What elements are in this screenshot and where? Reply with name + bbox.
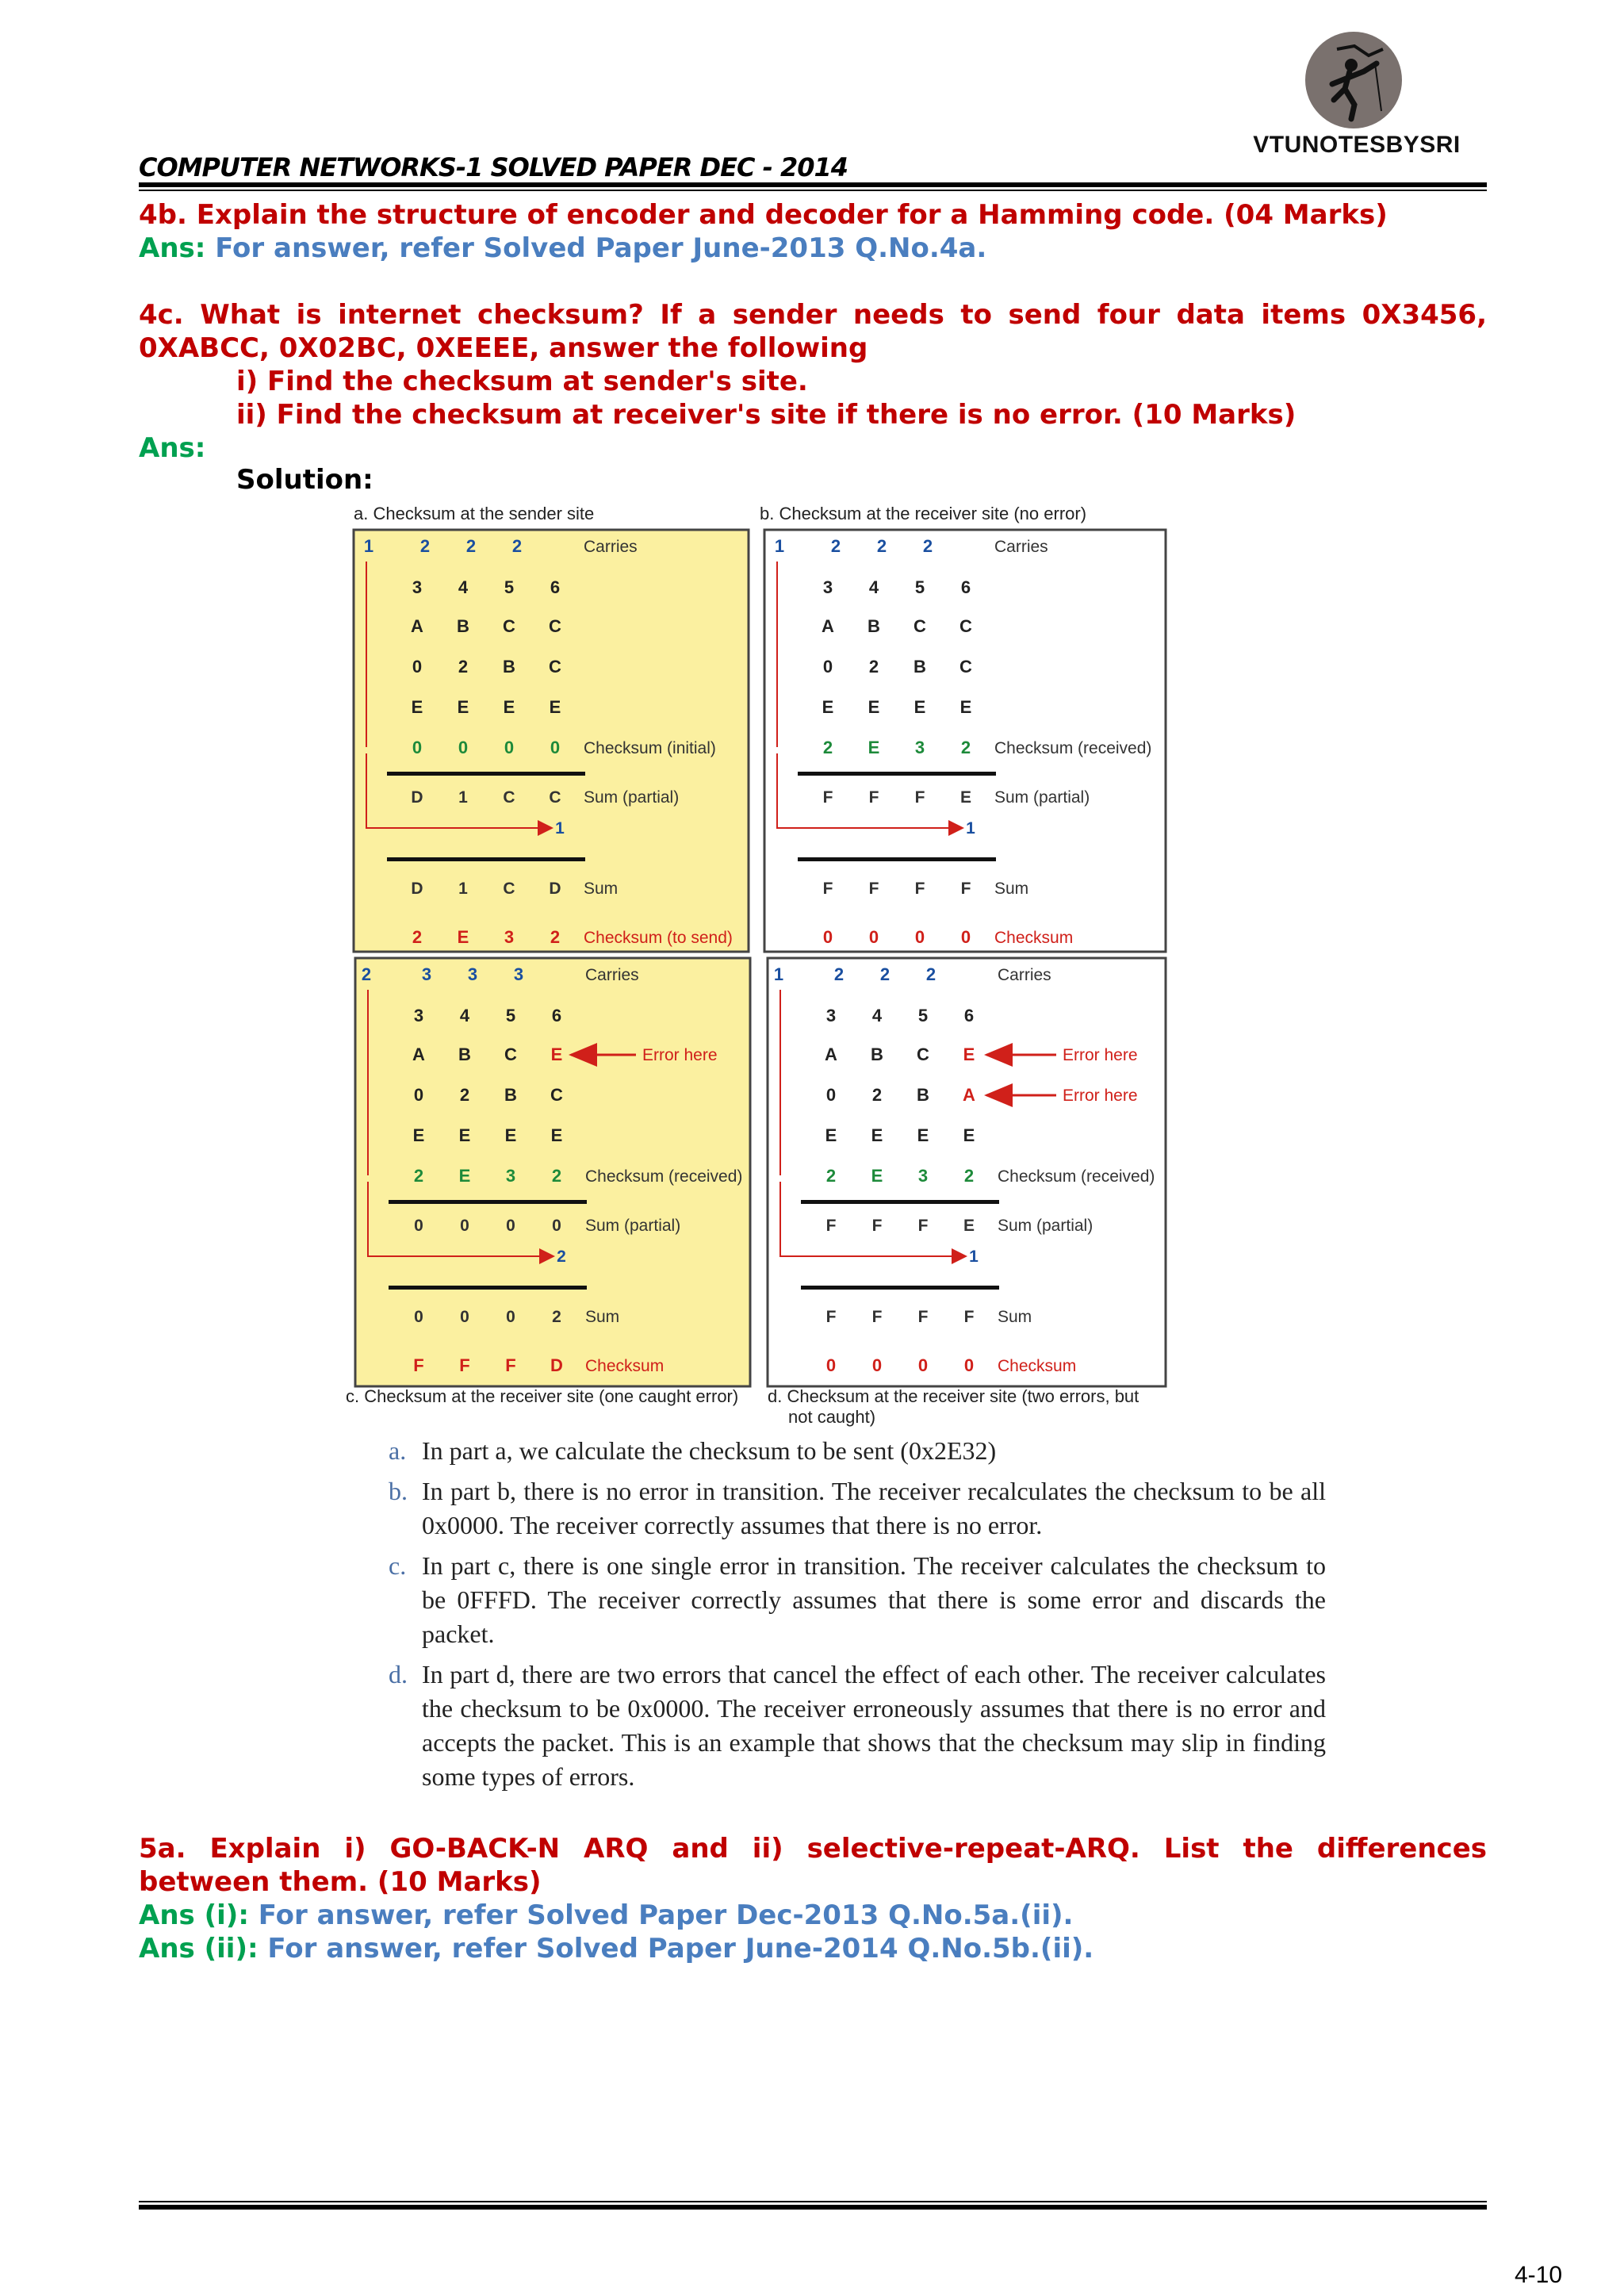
data-digit: B bbox=[914, 657, 926, 677]
sum-digit: D bbox=[411, 880, 423, 898]
question-4c-sub2: ii) Find the checksum at receiver's site if there is no error. (10 Marks) bbox=[236, 399, 1297, 431]
data-digit: C bbox=[503, 616, 515, 636]
data-digit: 3 bbox=[412, 577, 423, 597]
final-checksum-label: Checksum bbox=[998, 1357, 1077, 1375]
carry-digit: 1 bbox=[773, 964, 784, 984]
note-text: In part a, we calculate the checksum to be sent (0x2E32) bbox=[422, 1436, 997, 1465]
error-label: Error here bbox=[642, 1046, 718, 1064]
sum-digit: F bbox=[868, 880, 879, 898]
data-digit: 3 bbox=[822, 577, 833, 597]
data-digit: 4 bbox=[871, 1006, 883, 1025]
checksum-digit: 2 bbox=[413, 1166, 424, 1186]
partial-digit: F bbox=[825, 1217, 837, 1235]
answer-reference: For answer, refer Solved Paper Dec-2013 Q.No.5a.(ii). bbox=[258, 1899, 1074, 1931]
final-checksum-label: Checksum bbox=[585, 1357, 665, 1375]
note-label: a. bbox=[389, 1436, 407, 1465]
sum-bar bbox=[389, 1200, 587, 1204]
sum-digit: F bbox=[960, 880, 971, 898]
final-checksum-digit: 0 bbox=[914, 927, 925, 947]
carries-label: Carries bbox=[994, 538, 1048, 556]
data-digit: B bbox=[504, 1085, 517, 1105]
note-b bbox=[382, 1474, 1326, 1543]
carry-digit: 3 bbox=[421, 964, 432, 984]
error-label: Error here bbox=[1063, 1046, 1138, 1064]
final-checksum-digit: 0 bbox=[917, 1355, 929, 1375]
final-checksum-digit: 0 bbox=[871, 1355, 883, 1375]
final-checksum-label: Checksum bbox=[994, 929, 1074, 947]
carry-out-digit: 1 bbox=[966, 819, 975, 838]
data-digit: E bbox=[959, 697, 972, 717]
checksum-digit: E bbox=[871, 1166, 883, 1186]
partial-digit: 0 bbox=[414, 1217, 423, 1235]
question-5a-line2: between them. (10 Marks) bbox=[139, 1866, 542, 1898]
checksum-digit: 0 bbox=[550, 738, 561, 757]
checksum-digit: E bbox=[868, 738, 880, 757]
partial-digit: F bbox=[822, 788, 833, 807]
checksum-digit: 2 bbox=[551, 1166, 562, 1186]
sum-bar bbox=[798, 857, 996, 861]
carry-digit: 2 bbox=[879, 964, 891, 984]
partial-digit: E bbox=[959, 788, 972, 807]
carry-digit: 2 bbox=[925, 964, 936, 984]
final-checksum-digit: F bbox=[459, 1355, 470, 1375]
data-digit: C bbox=[959, 657, 972, 677]
carry-digit: 2 bbox=[511, 536, 523, 556]
data-digit: 4 bbox=[459, 1006, 470, 1025]
sum-digit: 0 bbox=[506, 1308, 515, 1326]
note-label: b. bbox=[389, 1477, 408, 1505]
figure-notes bbox=[382, 1434, 1326, 1800]
data-digit: 6 bbox=[550, 577, 561, 597]
sum-digit: 0 bbox=[460, 1308, 469, 1326]
final-checksum-digit: 3 bbox=[504, 927, 515, 947]
checksum-digit: 0 bbox=[504, 738, 515, 757]
note-d bbox=[382, 1658, 1326, 1794]
caption-a: a. Checksum at the sender site bbox=[354, 504, 595, 523]
data-digit: 2 bbox=[868, 657, 879, 677]
carry-digit: 1 bbox=[363, 536, 374, 556]
data-digit: B bbox=[917, 1085, 929, 1105]
data-digit: C bbox=[959, 616, 972, 636]
data-digit: C bbox=[549, 657, 561, 677]
error-label: Error here bbox=[1063, 1087, 1138, 1105]
data-digit: E bbox=[411, 697, 423, 717]
checksum-digit: 2 bbox=[960, 738, 971, 757]
carry-digit: 2 bbox=[465, 536, 477, 556]
data-digit: 6 bbox=[963, 1006, 975, 1025]
data-digit: E bbox=[871, 1125, 883, 1145]
answer-reference: For answer, refer Solved Paper June-2013 Q.No.4a. bbox=[215, 232, 987, 264]
data-digit: A bbox=[411, 616, 423, 636]
answer-4c-label: Ans: bbox=[139, 432, 206, 464]
partial-digit: 1 bbox=[458, 788, 468, 807]
checksum-digit: 0 bbox=[458, 738, 469, 757]
carry-digit: 1 bbox=[774, 536, 785, 556]
sum-label: Sum bbox=[585, 1308, 620, 1326]
checksum-digit: 2 bbox=[963, 1166, 975, 1186]
sum-label: Sum bbox=[998, 1308, 1032, 1326]
data-digit: 0 bbox=[413, 1085, 424, 1105]
sum-bar bbox=[801, 1286, 999, 1290]
data-digit: E bbox=[868, 697, 880, 717]
carry-digit: 2 bbox=[833, 964, 845, 984]
data-digit: E bbox=[504, 1125, 517, 1145]
sum-label: Sum bbox=[994, 880, 1029, 898]
checksum-digit: E bbox=[458, 1166, 471, 1186]
answer-reference: For answer, refer Solved Paper June-2014 Q.No.5b.(ii). bbox=[267, 1933, 1094, 1964]
data-digit: 0 bbox=[822, 657, 833, 677]
answer-5a-ii bbox=[139, 1932, 1094, 1965]
partial-digit: 0 bbox=[552, 1217, 561, 1235]
carry-out-digit: 2 bbox=[557, 1248, 566, 1266]
logo-text: VTUNOTESBYSRI bbox=[1253, 132, 1461, 158]
partial-digit: F bbox=[871, 1217, 883, 1235]
checksum-digit: 3 bbox=[505, 1166, 516, 1186]
carries-label: Carries bbox=[585, 966, 639, 984]
data-digit: B bbox=[457, 616, 469, 636]
carry-digit: 2 bbox=[830, 536, 841, 556]
carry-digit: 2 bbox=[419, 536, 431, 556]
data-digit: B bbox=[503, 657, 515, 677]
data-digit: 2 bbox=[459, 1085, 470, 1105]
answer-label: Ans (ii): bbox=[139, 1933, 259, 1964]
caption-d-line1: d. Checksum at the receiver site (two errors, but bbox=[768, 1386, 1139, 1406]
final-checksum-digit: 2 bbox=[550, 927, 561, 947]
page-number: 4-10 bbox=[1515, 2262, 1563, 2288]
sum-digit: 1 bbox=[458, 880, 468, 898]
final-checksum-digit: E bbox=[457, 927, 469, 947]
question-4b: 4b. Explain the structure of encoder and decoder for a Hamming code. (04 Marks) bbox=[139, 199, 1388, 231]
data-digit: 2 bbox=[458, 657, 469, 677]
sum-digit: F bbox=[963, 1308, 975, 1326]
checksum-digit: 2 bbox=[822, 738, 833, 757]
partial-label: Sum (partial) bbox=[585, 1217, 681, 1235]
caption-d-line2: not caught) bbox=[788, 1407, 876, 1427]
checksum-label: Checksum (received) bbox=[585, 1167, 743, 1186]
sum-digit: 0 bbox=[414, 1308, 423, 1326]
carry-out-digit: 1 bbox=[555, 819, 565, 838]
data-digit: 3 bbox=[413, 1006, 424, 1025]
data-digit: E bbox=[503, 697, 515, 717]
sum-label: Sum bbox=[584, 880, 619, 898]
sum-bar bbox=[801, 1200, 999, 1204]
data-digit: C bbox=[917, 1045, 929, 1064]
partial-label: Sum (partial) bbox=[994, 788, 1090, 807]
data-digit: E bbox=[917, 1125, 929, 1145]
final-checksum-digit: 0 bbox=[868, 927, 879, 947]
note-text: In part b, there is no error in transition. The receiver recalculates the checksum to be all 0x0000. The receiver correctly assumes that there is no error. bbox=[422, 1477, 1326, 1539]
document-header-title: COMPUTER NETWORKS-1 SOLVED PAPER DEC - 2014 bbox=[139, 152, 848, 182]
partial-digit: C bbox=[549, 788, 561, 807]
data-digit: E bbox=[822, 697, 834, 717]
sum-bar bbox=[387, 772, 585, 776]
footer-rule-thick bbox=[139, 2205, 1487, 2210]
sum-digit: F bbox=[822, 880, 833, 898]
final-checksum-label: Checksum (to send) bbox=[584, 929, 733, 947]
data-digit: 5 bbox=[917, 1006, 929, 1025]
note-text: In part c, there is one single error in transition. The receiver calculates the checksum to be 0FFFD. The receiver correctly assumes that there is some error and discards the packet. bbox=[422, 1551, 1326, 1648]
data-digit: E bbox=[457, 697, 469, 717]
checksum-digit: 2 bbox=[825, 1166, 837, 1186]
note-label: c. bbox=[389, 1551, 407, 1580]
data-digit: A bbox=[963, 1085, 975, 1105]
data-digit: B bbox=[458, 1045, 471, 1064]
question-4c-sub1: i) Find the checksum at sender's site. bbox=[236, 366, 808, 397]
final-checksum-digit: 0 bbox=[960, 927, 971, 947]
note-label: d. bbox=[389, 1660, 408, 1688]
data-digit: C bbox=[504, 1045, 517, 1064]
sum-digit: 2 bbox=[552, 1308, 561, 1326]
final-checksum-digit: 0 bbox=[825, 1355, 837, 1375]
partial-digit: 0 bbox=[460, 1217, 469, 1235]
sum-bar bbox=[798, 772, 996, 776]
checksum-label: Checksum (received) bbox=[998, 1167, 1155, 1186]
data-digit: E bbox=[550, 1125, 563, 1145]
carry-digit: 3 bbox=[467, 964, 478, 984]
data-digit: E bbox=[963, 1045, 975, 1064]
data-digit: 6 bbox=[960, 577, 971, 597]
final-checksum-digit: 0 bbox=[822, 927, 833, 947]
footer-rule-thin bbox=[139, 2201, 1487, 2202]
data-digit: C bbox=[549, 616, 561, 636]
question-4c-line2: 0XABCC, 0X02BC, 0XEEEE, answer the following bbox=[139, 332, 868, 364]
note-a bbox=[382, 1434, 1326, 1468]
data-digit: E bbox=[825, 1125, 837, 1145]
carries-label: Carries bbox=[998, 966, 1051, 984]
sum-digit: C bbox=[503, 880, 515, 898]
carry-digit: 3 bbox=[513, 964, 524, 984]
partial-digit: F bbox=[868, 788, 879, 807]
final-checksum-digit: F bbox=[505, 1355, 516, 1375]
data-digit: 5 bbox=[504, 577, 515, 597]
partial-label: Sum (partial) bbox=[584, 788, 680, 807]
answer-5a-i bbox=[139, 1899, 1073, 1932]
partial-label: Sum (partial) bbox=[998, 1217, 1094, 1235]
note-c bbox=[382, 1549, 1326, 1651]
data-digit: E bbox=[550, 1045, 563, 1064]
final-checksum-digit: 2 bbox=[412, 927, 423, 947]
caption-b: b. Checksum at the receiver site (no error) bbox=[760, 504, 1087, 523]
data-digit: C bbox=[550, 1085, 563, 1105]
sum-digit: F bbox=[871, 1308, 883, 1326]
data-digit: 3 bbox=[825, 1006, 837, 1025]
sum-bar bbox=[387, 857, 585, 861]
caption-c: c. Checksum at the receiver site (one caught error) bbox=[346, 1386, 739, 1406]
data-digit: A bbox=[412, 1045, 425, 1064]
question-5a-line1: 5a. Explain i) GO-BACK-N ARQ and ii) selective-repeat-ARQ. List the differences bbox=[139, 1833, 1487, 1865]
data-digit: B bbox=[868, 616, 880, 636]
checksum-label: Checksum (received) bbox=[994, 739, 1152, 757]
carry-digit: 2 bbox=[876, 536, 887, 556]
question-4c-line1: 4c. What is internet checksum? If a sender needs to send four data items 0X3456, bbox=[139, 299, 1487, 331]
carry-digit: 2 bbox=[922, 536, 933, 556]
note-text: In part d, there are two errors that cancel the effect of each other. The receiver calculates the checksum to be 0x0000. The receiver erroneously assumes that there is no error and accepts the packet. This is an example that shows that the checksum may slip in finding some types of errors. bbox=[422, 1660, 1326, 1791]
checksum-digit: 3 bbox=[917, 1166, 929, 1186]
data-digit: E bbox=[458, 1125, 471, 1145]
sum-digit: F bbox=[917, 1308, 929, 1326]
data-digit: 0 bbox=[825, 1085, 837, 1105]
carry-out-digit: 1 bbox=[969, 1248, 979, 1266]
partial-digit: 0 bbox=[506, 1217, 515, 1235]
sum-digit: F bbox=[914, 880, 925, 898]
data-digit: 5 bbox=[914, 577, 925, 597]
answer-label: Ans (i): bbox=[139, 1899, 249, 1931]
data-digit: 5 bbox=[505, 1006, 516, 1025]
final-checksum-digit: 0 bbox=[963, 1355, 975, 1375]
data-digit: B bbox=[871, 1045, 883, 1064]
checksum-digit: 3 bbox=[914, 738, 925, 757]
partial-digit: E bbox=[963, 1217, 975, 1235]
data-digit: 2 bbox=[871, 1085, 883, 1105]
sum-bar bbox=[389, 1286, 587, 1290]
data-digit: A bbox=[825, 1045, 837, 1064]
data-digit: E bbox=[963, 1125, 975, 1145]
final-checksum-digit: F bbox=[413, 1355, 424, 1375]
data-digit: E bbox=[549, 697, 561, 717]
sum-digit: D bbox=[549, 880, 561, 898]
data-digit: E bbox=[914, 697, 926, 717]
data-digit: 4 bbox=[868, 577, 879, 597]
data-digit: A bbox=[822, 616, 834, 636]
partial-digit: C bbox=[503, 788, 515, 807]
final-checksum-digit: D bbox=[550, 1355, 563, 1375]
checksum-label: Checksum (initial) bbox=[584, 739, 716, 757]
data-digit: E bbox=[412, 1125, 425, 1145]
checksum-digit: 0 bbox=[412, 738, 423, 757]
data-digit: C bbox=[914, 616, 926, 636]
sum-digit: F bbox=[825, 1308, 837, 1326]
carry-digit: 2 bbox=[361, 964, 372, 984]
partial-digit: D bbox=[411, 788, 423, 807]
data-digit: 6 bbox=[551, 1006, 562, 1025]
partial-digit: F bbox=[917, 1217, 929, 1235]
carries-label: Carries bbox=[584, 538, 638, 556]
data-digit: 4 bbox=[458, 577, 469, 597]
data-digit: 0 bbox=[412, 657, 423, 677]
solution-label: Solution: bbox=[236, 464, 373, 496]
answer-label: Ans: bbox=[139, 232, 206, 264]
partial-digit: F bbox=[914, 788, 925, 807]
